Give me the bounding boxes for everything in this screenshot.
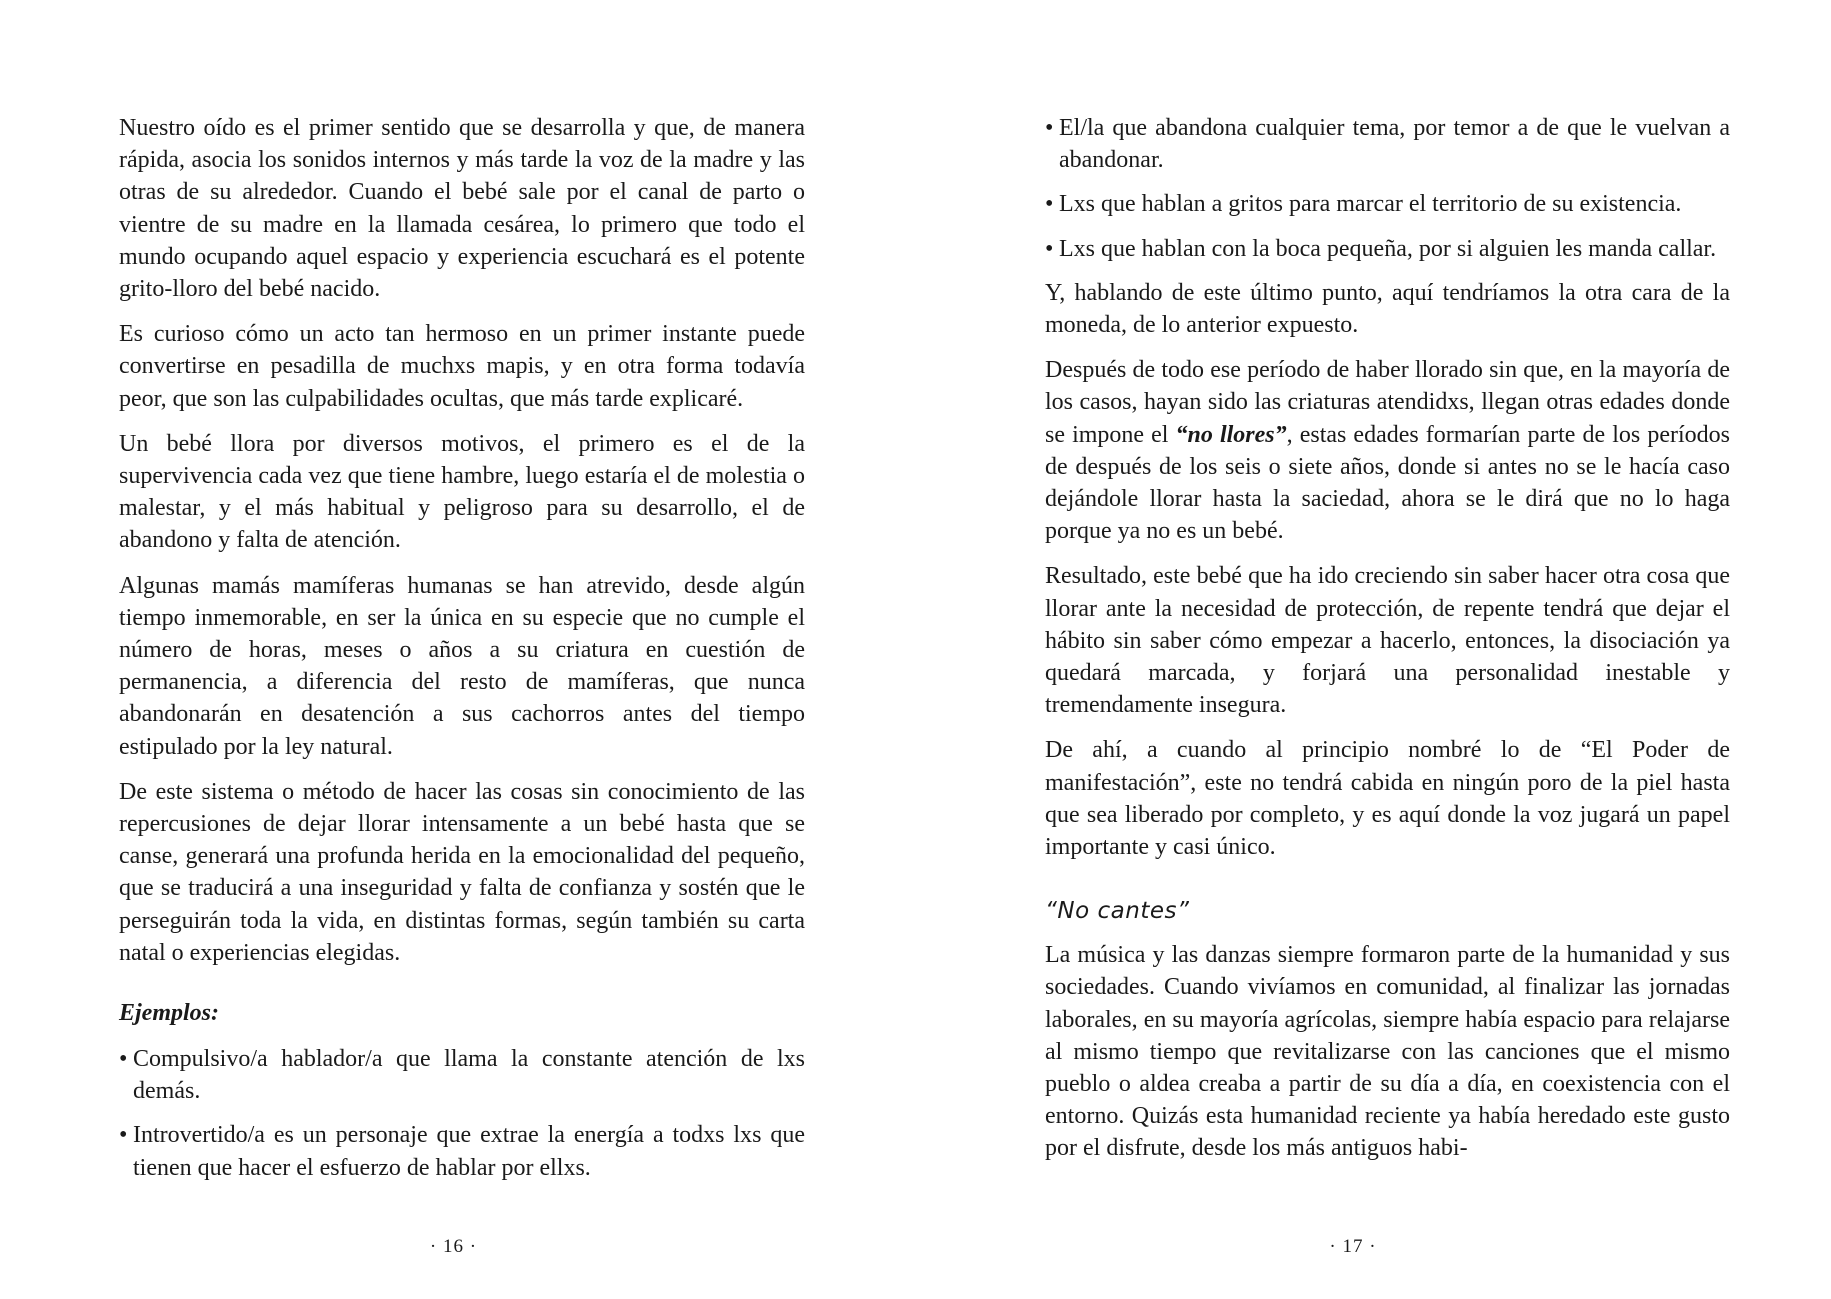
examples-label: Ejemplos: <box>119 1000 219 1027</box>
right-page <box>915 0 1831 1299</box>
bullet-item: • Lxs que hablan con la boca pequeña, por si alguien les manda callar. <box>1045 233 1730 265</box>
examples-bullet-list <box>1045 112 1730 265</box>
left-page <box>0 0 915 1299</box>
examples-bullet-list <box>119 1043 805 1184</box>
paragraph: De ahí, a cuando al principio nombré lo de “El Poder de manifestación”, este no tendrá cabida en ningún poro de la piel hasta que sea liberado por completo, y es aquí donde la voz jugará un papel importante y casi único. <box>1045 737 1730 861</box>
section-heading: “No cantes” <box>1045 898 1190 925</box>
paragraph: De este sistema o método de hacer las cosas sin conocimiento de las repercusiones de dejar llorar intensamente a un bebé hasta que se canse, generará una profunda herida en la emocionalidad del pequeño, que se traducirá a una inseguridad y falta de confianza y sostén que le perseguirán toda la vida, en distintas formas, según también su carta natal o experiencias elegidas. <box>119 778 805 966</box>
paragraph: Nuestro oído es el primer sentido que se desarrolla y que, de manera rápida, asocia los sonidos internos y más tarde la voz de la madre y las otras de su alrededor. Cuando el bebé sale por el canal de parto o vientre de su madre en la llamada cesárea, lo primero que todo el mundo ocupando aquel espacio y experiencia escuchará es el potente grito-lloro del bebé nacido. <box>119 115 805 303</box>
bullet-item: • El/la que abandona cualquier tema, por temor a de que le vuelvan a abandonar. <box>1045 112 1730 176</box>
emphasis-no-llores: “no llores” <box>1175 421 1287 448</box>
bullet-item: • Introvertido/a es un personaje que extrae la energía a todxs lxs que tienen que hacer el esfuerzo de hablar por ellxs. <box>119 1119 805 1183</box>
paragraph: La música y las danzas siempre formaron parte de la humanidad y sus sociedades. Cuando vivíamos en comunidad, al finalizar las jornadas laborales, en su mayoría agrícolas, siempre había espacio para relajarse al mismo tiempo que revitalizarse con las canciones que el mismo pueblo o aldea creaba a partir de su día a día, en coexistencia con el entorno. Quizás esta humanidad reciente ya había heredado este gusto por el disfrute, desde los más antiguos habi- <box>1045 942 1730 1162</box>
right-page-text-column <box>1045 112 1730 1178</box>
paragraph: Un bebé llora por diversos motivos, el primero es el de la supervivencia cada vez que tiene hambre, luego estaría el de molestia o malestar, y el más habitual y peligroso para su desarrollo, el de abandono y falta de atención. <box>119 430 805 554</box>
bullet-item: • Compulsivo/a hablador/a que llama la constante atención de lxs demás. <box>119 1043 805 1107</box>
paragraph: Es curioso cómo un acto tan hermoso en un primer instante puede convertirse en pesadilla de muchxs mapis, y en otra forma todavía peor, que son las culpabilidades ocultas, que más tarde explicaré. <box>119 321 805 412</box>
paragraph <box>1045 354 1730 547</box>
left-page-text-column <box>119 112 805 1196</box>
paragraph: Y, hablando de este último punto, aquí tendríamos la otra cara de la moneda, de lo anterior expuesto. <box>1045 279 1730 339</box>
page-number: · 16 · <box>429 1236 478 1257</box>
paragraph: Resultado, este bebé que ha ido creciendo sin saber hacer otra cosa que llorar ante la necesidad de protección, de repente tendrá que dejar el hábito sin saber cómo empezar a hacerlo, entonces, la disociación ya quedará marcada, y forjará una personalidad inestable y tremendamente insegura. <box>1045 563 1730 719</box>
page-number: · 17 · <box>1329 1236 1377 1257</box>
paragraph-text: , estas edades formarían parte de los períodos de después de los seis o siete años, donde si antes no se le hacía caso dejándole llorar hasta la saciedad, ahora se le dirá que no lo haga porque ya no es un bebé. <box>1045 421 1730 545</box>
paragraph-text: Después de todo ese período de haber llorado sin que, en la mayoría de los casos, hayan sido las criaturas atendidxs, llegan otras edades donde se impone el <box>1045 357 1730 448</box>
bullet-item: • Lxs que hablan a gritos para marcar el territorio de su existencia. <box>1045 188 1730 220</box>
paragraph: Algunas mamás mamíferas humanas se han atrevido, desde algún tiempo inmemorable, en ser la única en su especie que no cumple el número de horas, meses o años a su criatura en cuestión de permanencia, a diferencia del resto de mamíferas, que nunca abandonarán en desatención a sus cachorros antes del tiempo estipulado por la ley natural. <box>119 572 805 760</box>
